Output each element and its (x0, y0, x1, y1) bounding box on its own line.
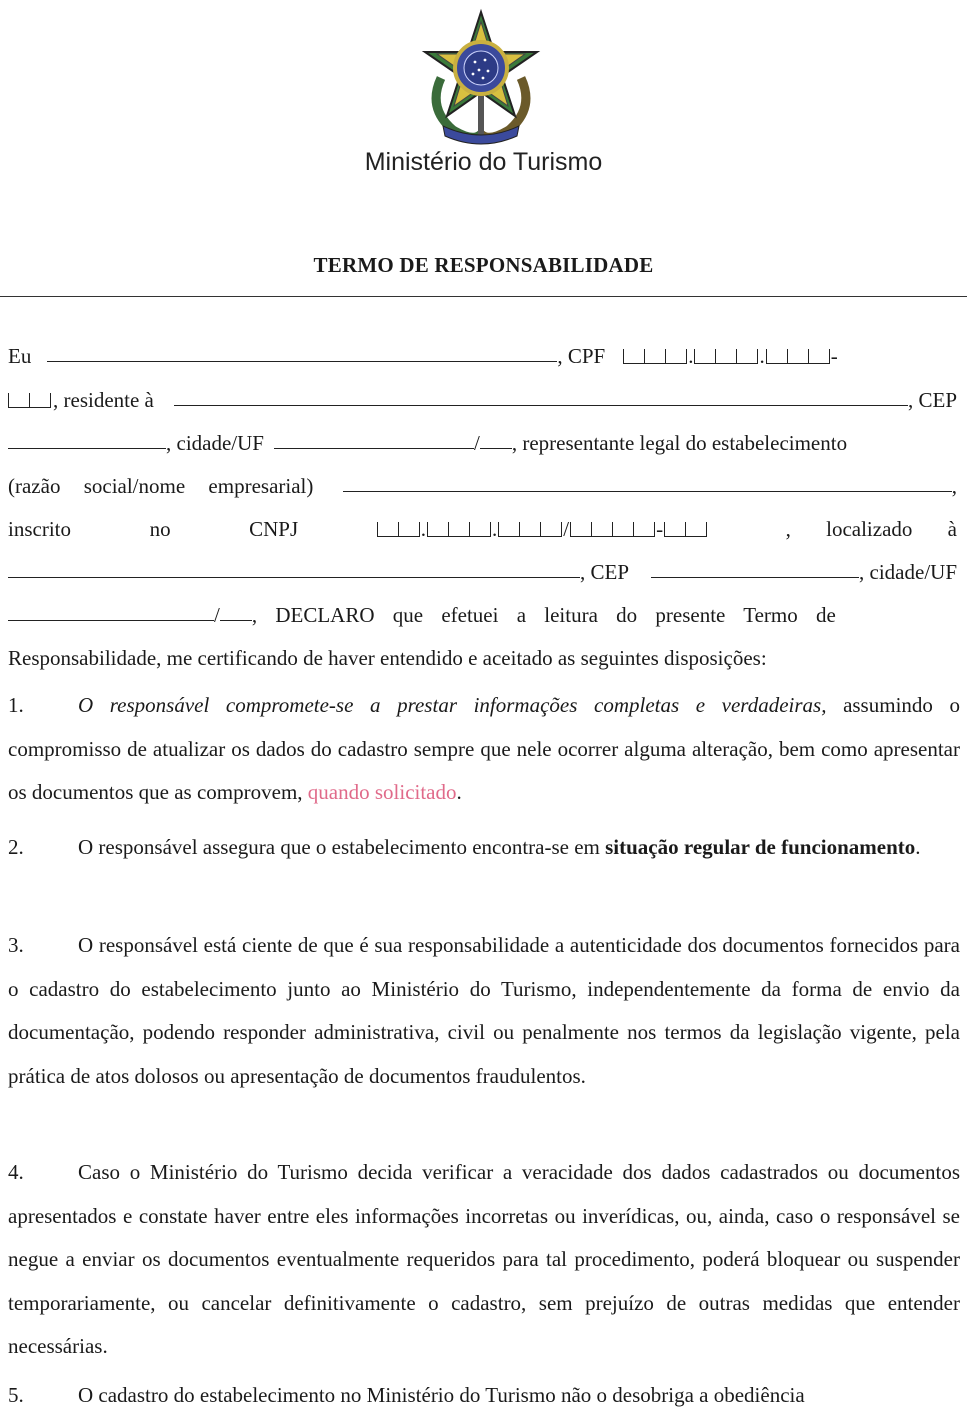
form-line-8 (8, 634, 957, 670)
location-uf-field[interactable] (220, 620, 252, 621)
clause-1-italic-text: O responsável compromete-se a prestar informações completas e verdadeiras, (78, 693, 827, 717)
location-city-field[interactable] (8, 620, 214, 621)
clause-2-bold-text: situação regular de funcionamento (605, 835, 916, 859)
cnpj-field-part3[interactable] (498, 522, 562, 537)
cpf-label: , CPF (557, 343, 606, 368)
cnpj-label: CNPJ (249, 516, 299, 541)
responsabilidade-text: Responsabilidade, me certificando de haver entendido e aceitado as seguintes disposições: (8, 645, 767, 670)
clause-3-number: 3. (8, 933, 24, 957)
clause-4-text: Caso o Ministério do Turismo decida verificar a veracidade dos dados cadastrados ou documentos apresentados e constate haver entre eles informações incorretas ou inverídicas, ou, ainda, caso o responsável se negue a enviar os documentos eventualmente requeridos para tal procedimento, poderá bloquear ou suspender temporariamente, ou cancelar definitivamente o cadastro, sem prejuízo de outras medidas que entender necessárias. (8, 1160, 960, 1358)
clause-5-text: O cadastro do estabelecimento no Ministério do Turismo não o desobriga a obediência (78, 1383, 805, 1407)
comma-1: , (951, 473, 957, 498)
declaro-text: , DECLARO que efetuei a leitura do presente Termo de (251, 602, 836, 627)
cidade-uf-label-2: , cidade/UF (859, 559, 957, 584)
coat-of-arms-emblem (413, 8, 549, 150)
ministry-name: Ministério do Turismo (364, 148, 603, 176)
cep-label-2: , CEP (580, 559, 630, 584)
residente-label: , residente à (53, 387, 154, 412)
header-divider (0, 296, 967, 297)
slash-1: / (473, 430, 480, 455)
inscrito-label: inscrito (8, 516, 71, 541)
form-line-6 (8, 548, 957, 584)
clause-2 (8, 826, 960, 870)
clause-3 (8, 924, 960, 1098)
clause-2-end: . (915, 835, 921, 859)
clause-1-text: assumindo o compromisso de atualizar os dados do cadastro sempre que nele ocorrer alguma alteração, bem como apresentar os documentos que as comprovem, (8, 693, 960, 804)
cnpj-field-part2[interactable] (427, 522, 491, 537)
clause-1 (8, 684, 960, 815)
cnpj-field-part4[interactable] (570, 522, 655, 537)
location-cep-field[interactable] (651, 577, 859, 578)
cnpj-field-part5[interactable] (664, 522, 707, 537)
slash-2: / (214, 602, 220, 627)
form-line-4 (8, 462, 957, 498)
clause-4 (8, 1151, 960, 1369)
cpf-digits-field[interactable] (8, 393, 51, 408)
address-field[interactable] (174, 405, 908, 406)
form-line-5: inscrito no CNPJ . . / - , localizado à (8, 516, 957, 541)
razao-social-label: (razão social/nome empresarial) (8, 473, 314, 498)
clause-5-number: 5. (8, 1383, 24, 1407)
representante-label: , representante legal do estabelecimento (511, 430, 848, 455)
company-name-field[interactable] (343, 491, 951, 492)
form-line-7 (8, 591, 957, 627)
city-field[interactable] (274, 448, 474, 449)
form-line-2 (8, 376, 957, 412)
clause-4-number: 4. (8, 1160, 24, 1184)
cep-label: , CEP (907, 387, 957, 412)
uf-field[interactable] (480, 448, 512, 449)
cep-field[interactable] (8, 448, 166, 449)
localizado-label: , localizado à (785, 516, 957, 541)
form-line-1: Eu , CPF . . - (8, 343, 838, 368)
clause-1-end: . (456, 780, 462, 804)
clause-2-text: O responsável assegura que o estabelecimento encontra-se em (78, 835, 600, 859)
clause-1-highlight: quando solicitado (307, 780, 457, 804)
document-title: TERMO DE RESPONSABILIDADE (313, 253, 654, 277)
name-field[interactable] (47, 361, 557, 362)
clause-5 (8, 1374, 960, 1418)
cpf-field-part3[interactable] (766, 349, 830, 364)
form-line-3 (8, 419, 957, 455)
clause-1-number: 1. (8, 693, 24, 717)
location-address-field[interactable] (8, 577, 580, 578)
cnpj-field-part1[interactable] (377, 522, 420, 537)
cpf-field-part1[interactable] (623, 349, 687, 364)
clause-3-text: O responsável está ciente de que é sua responsabilidade a autenticidade dos documentos fornecidos para o cadastro do estabelecimento junto ao Ministério do Turismo, independentemente da forma de envio da documentação, podendo responder administrativa, civil ou penalmente nos termos da legislação vigente, pela prática de atos dolosos ou apresentação de documentos fraudulentos. (8, 933, 960, 1088)
cpf-field-part2[interactable] (694, 349, 758, 364)
eu-label: Eu (8, 343, 32, 368)
no-label: no (149, 516, 171, 541)
cidade-uf-label: , cidade/UF (166, 430, 264, 455)
clause-2-number: 2. (8, 835, 24, 859)
